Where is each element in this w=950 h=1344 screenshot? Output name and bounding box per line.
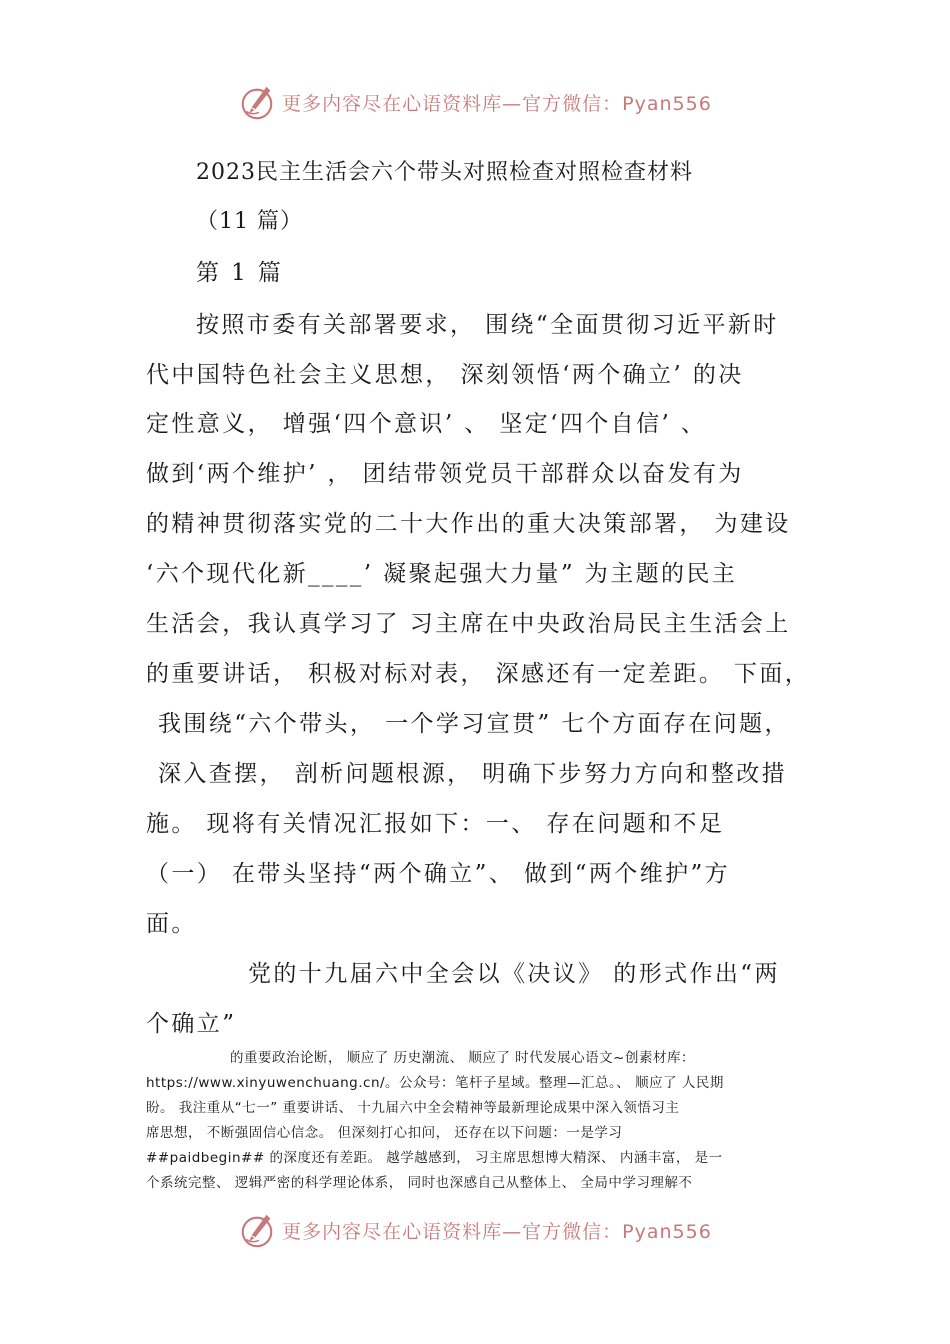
pen-nib-circle-icon [238,83,276,121]
document-title: 2023民主生活会六个带头对照检查对照检查材料 [196,160,693,185]
footer-watermark [0,1208,950,1252]
body-line: ‘六个现代化新____’ 凝聚起强大力量” 为主题的民主 [146,561,738,587]
small-text-line: https://www.xinyuwenchuang.cn/。公众号：笔杆子星域。整理—汇总。、 顺应了 人民期 [146,1075,724,1091]
body-line: 的精神贯彻落实党的二十大作出的重大决策部署， 为建设 [146,511,791,537]
body-line: 按照市委有关部署要求， 围绕“全面贯彻习近平新时 [196,312,779,338]
body-line: 的重要讲话， 积极对标对表， 深感还有一定差距。 下面， [146,661,811,687]
document-subtitle: （11 篇） [196,209,303,234]
body-line: 代中国特色社会主义思想， 深刻领悟‘两个确立’ 的决 [146,362,744,388]
body-line: 施。 现将有关情况汇报如下：一、 存在问题和不足 [146,811,725,837]
chapter-heading: 第 1 篇 [196,260,284,286]
body-line: 面。 [146,911,197,937]
body-line: 个确立” [146,1011,237,1037]
header-watermark [0,80,950,124]
body-line: （一） 在带头坚持“两个确立”、 做到“两个维护”方 [146,861,731,887]
body-line: 深入查摆， 剖析问题根源， 明确下步努力方向和整改措 [158,761,788,787]
body-line: 党的十九届六中全会以《决议》 的形式作出“两 [248,961,780,987]
small-text-line: ##paidbegin## 的深度还有差距。 越学越感到， 习主席思想博大精深、 内涵丰富， 是一 [146,1150,723,1166]
small-text-line: 盼。 我注重从“七一” 重要讲话、 十九届六中全会精神等最新理论成果中深入领悟习主 [146,1100,680,1116]
footer-watermark-text: 更多内容尽在心语资料库—官方微信：Pyan556 [282,1220,712,1243]
pen-nib-circle-icon [238,1211,276,1249]
body-line: 定性意义， 增强‘四个意识’ 、 坚定‘四个自信’ 、 [146,411,707,437]
header-watermark-text: 更多内容尽在心语资料库—官方微信：Pyan556 [282,92,712,115]
small-text-line: 的重要政治论断， 顺应了 历史潮流、 顺应了 时代发展心语文~创素材库： [230,1050,695,1066]
body-line: 做到‘两个维护’ ， 团结带领党员干部群众以奋发有为 [146,461,744,487]
body-line: 我围绕“六个带头， 一个学习宣贯” 七个方面存在问题， [158,711,790,737]
small-text-line: 席思想， 不断强固信心信念。 但深刻打心扣问， 还存在以下问题：一是学习 [146,1125,623,1141]
small-text-line: 个系统完整、 逻辑严密的科学理论体系， 同时也深感自己从整体上、 全局中学习理解不 [146,1175,693,1191]
body-line: 生活会，我认真学习了 习主席在中央政治局民主生活会上 [146,611,791,637]
